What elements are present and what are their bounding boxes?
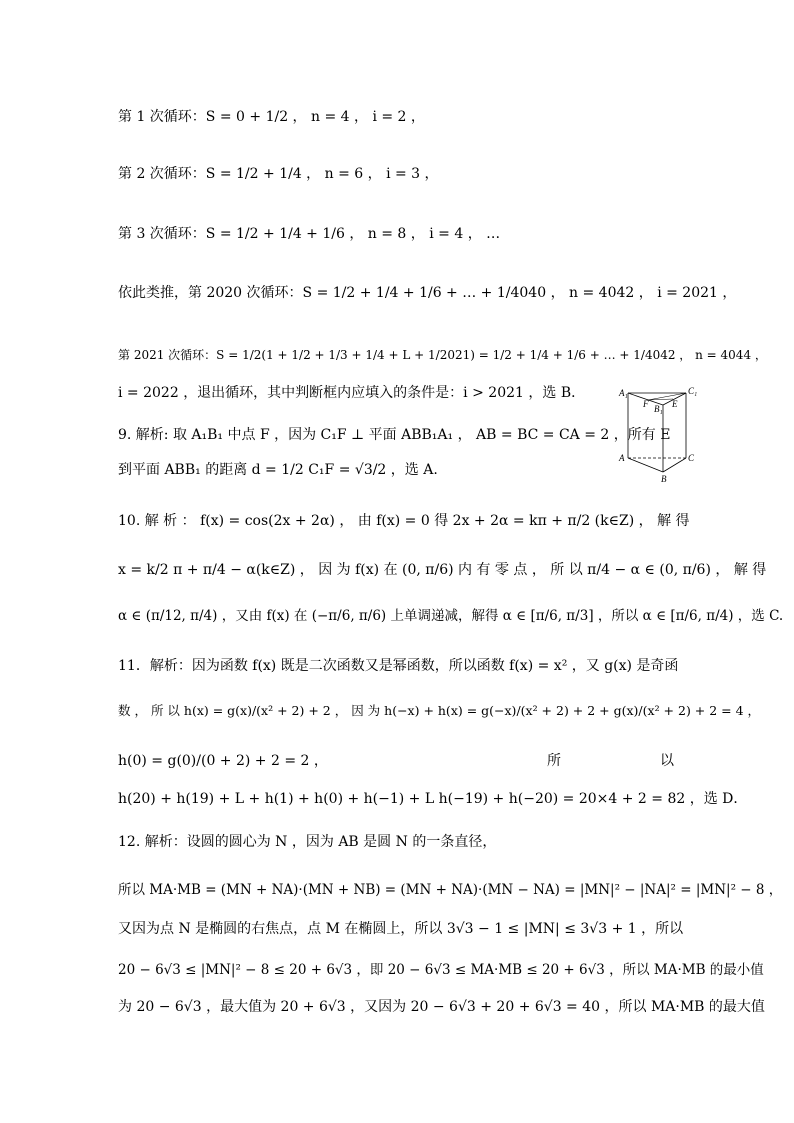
label-a1: A₁ [619,388,628,398]
loop-step-2: 第 2 次循环：S = 1/2 + 1/4 ， n = 6 ， i = 3 ， [118,166,439,182]
label-e: E [672,399,678,409]
h0-expression: h(0) = g(0)/(0 + 2) + 2 = 2 ， [118,753,328,769]
q12-line-1: 12. 解析：设圆的圆心为 N ，因为 AB 是圆 N 的一条直径， [118,834,497,850]
label-b: B [661,474,667,484]
q11-line-3 [118,751,674,771]
q10-line-2: x = k/2 π + π/4 − α(k∈Z) ， 因 为 f(x) 在 (0, π/6) 内 有 零 点 ， 所 以 π/4 − α ∈ (0, π/6) ， 解 得 [118,562,767,578]
q12-line-4: 20 − 6√3 ≤ |MN|² − 8 ≤ 20 + 6√3 ，即 20 − 6√3 ≤ MA·MB ≤ 20 + 6√3 ，所以 MA·MB 的最小值 [118,962,764,978]
loop-exit: i = 2022 ，退出循环，其中判断框内应填入的条件是：i > 2021 ，选 B． [118,385,586,401]
q12-line-3: 又因为点 N 是椭圆的右焦点，点 M 在椭圆上，所以 3√3 − 1 ≤ |MN| ≤ 3√3 + 1 ，所以 [118,921,684,937]
q12-line-5: 为 20 − 6√3 ，最大值为 20 + 6√3 ，又因为 20 − 6√3 + 20 + 6√3 = 40 ，所以 MA·MB 的最大值 [118,999,765,1015]
label-b1: B₁ [654,404,663,414]
q11-line-2: 数 ， 所 以 h(x) = g(x)/(x² + 2) + 2 ， 因 为 h(−x) + h(x) = g(−x)/(x² + 2) + 2 + g(x)/(x² + 2) + 2 = 4 ， [118,703,761,718]
q10-line-1: 10. 解 析 ： f(x) = cos(2x + 2α) ， 由 f(x) = 0 得 2x + 2α = kπ + π/2 (k∈Z) ， 解 得 [118,513,690,529]
yi-char: 以 [659,753,674,769]
label-f: F [643,399,649,409]
q11-line-1: 11．解析：因为函数 f(x) 既是二次函数又是幂函数，所以函数 f(x) = x² ，又 g(x) 是奇函 [118,658,679,674]
label-c1: C₁ [688,386,698,396]
q11-line-4: h(20) + h(19) + L + h(1) + h(0) + h(−1) + L h(−19) + h(−20) = 20×4 + 2 = 82 ，选 D． [118,791,748,807]
q9-line-2: 到平面 ABB₁ 的距离 d = 1/2 C₁F = √3/2 ，选 A. [118,462,438,478]
loop-step-2021: 第 2021 次循环：S = 1/2(1 + 1/2 + 1/3 + 1/4 + L + 1/2021) = 1/2 + 1/4 + 1/6 + … + 1/4042 ， n = 4044 ， [118,348,767,362]
suo-char: 所 [546,753,561,769]
loop-step-2020: 依此类推，第 2020 次循环：S = 1/2 + 1/4 + 1/6 + … + 1/4040 ， n = 4042 ， i = 2021 ， [118,285,737,301]
q12-line-2: 所以 MA·MB = (MN + NA)·(MN + NB) = (MN + NA)·(MN − NA) = |MN|² − |NA|² = |MN|² − 8 ， [118,882,783,898]
label-a: A [619,453,625,463]
loop-step-3: 第 3 次循环：S = 1/2 + 1/4 + 1/6 ， n = 8 ， i = 4 ， … [118,226,501,242]
loop-step-1: 第 1 次循环：S = 0 + 1/2 ， n = 4 ， i = 2 ， [118,109,425,125]
q9-line-1: 9. 解析: 取 A₁B₁ 中点 F ，因为 C₁F ⊥ 平面 ABB₁A₁ ， AB = BC = CA = 2 ，所有 E [118,427,671,443]
q10-line-3: α ∈ (π/12, π/4) ，又由 f(x) 在 (−π/6, π/6) 上单调递减，解得 α ∈ [π/6, π/3] ，所以 α ∈ [π/6, π/4) ，选 C. [118,608,784,624]
label-c: C [688,453,695,463]
prism-figure [618,385,708,495]
